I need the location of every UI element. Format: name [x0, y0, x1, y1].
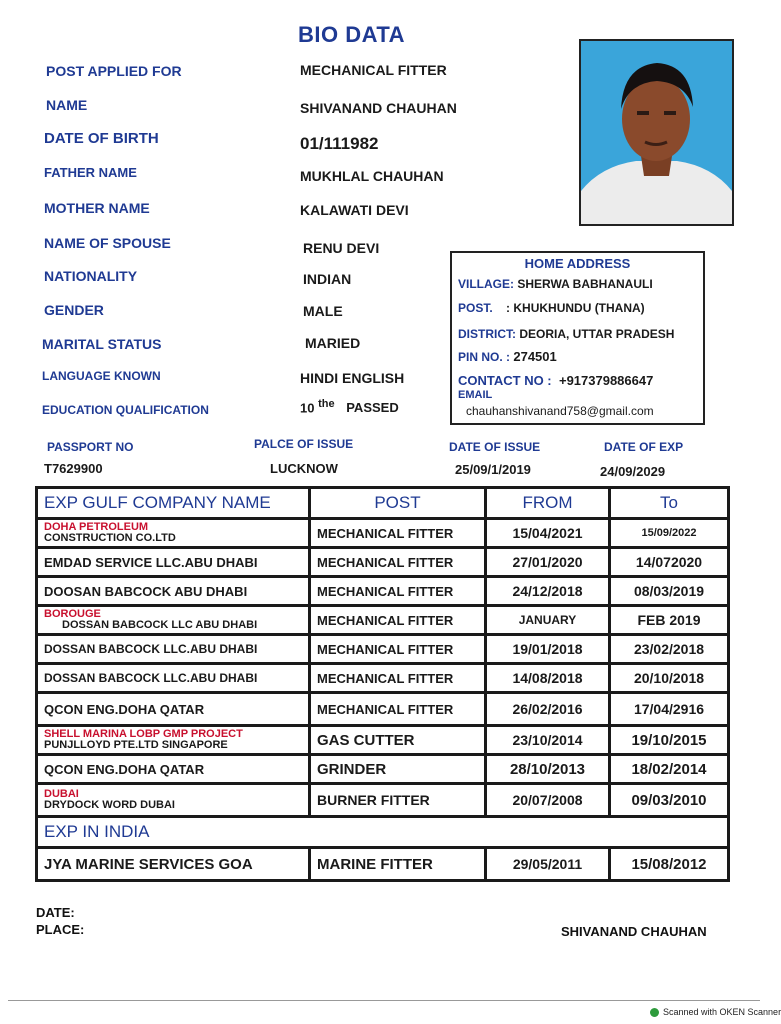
to-cell: 15/08/2012 — [610, 848, 729, 881]
field-label-father: FATHER NAME — [44, 165, 137, 180]
scanner-logo-icon — [650, 1008, 659, 1017]
company-cell: DOHA PETROLEUM CONSTRUCTION CO.LTD — [37, 519, 310, 548]
address-heading: HOME ADDRESS — [524, 256, 631, 271]
page-title: BIO DATA — [298, 22, 406, 47]
from-cell: 20/07/2008 — [486, 784, 610, 817]
post-cell: MECHANICAL FITTER — [310, 606, 486, 635]
table-row — [37, 577, 729, 606]
field-label-marital: MARITAL STATUS — [42, 336, 162, 352]
table-row — [37, 755, 729, 784]
company-cell: DUBAI DRYDOCK WORD DUBAI — [37, 784, 310, 817]
field-value-marital: MARIED — [305, 335, 361, 351]
field-value-education: 10 $^{the}$ PASSED — [300, 398, 399, 416]
passport-no-label: PASSPORT NO — [47, 440, 134, 454]
table-row — [37, 664, 729, 693]
from-cell: JANUARY — [486, 606, 610, 635]
email-label: EMAIL — [458, 389, 493, 401]
field-value-nationality: INDIAN — [303, 271, 352, 287]
contact-value: +917379886647 — [558, 373, 654, 388]
home-address-box — [450, 251, 705, 425]
field-label-education: EDUCATION QUALIFICATION — [42, 403, 209, 417]
date-of-issue-value: 25/09/1/2019 — [455, 462, 531, 477]
india-experience-header — [37, 817, 729, 848]
place-of-issue-value: LUCKNOW — [270, 461, 338, 476]
district-label: DISTRICT: — [458, 327, 516, 341]
field-value-dob: 01/111982 — [300, 134, 379, 153]
field-label-post: POST APPLIED FOR — [46, 63, 182, 79]
field-value-gender: MALE — [303, 303, 343, 319]
field-label-name: NAME — [46, 97, 88, 113]
company-cell: DOSSAN BABCOCK LLC.ABU DHABI — [37, 635, 310, 664]
table-row — [37, 519, 729, 548]
pin-value: 274501 — [513, 349, 557, 364]
field-value-mother: KALAWATI DEVI — [300, 202, 409, 218]
profile-photo — [579, 39, 734, 226]
district-value: DEORIA, UTTAR PRADESH — [519, 327, 675, 341]
table-row — [37, 784, 729, 817]
company-cell: SHELL MARINA LOBP GMP PROJECT PUNJLLOYD PTE.LTD SINGAPORE — [37, 726, 310, 755]
to-cell: 09/03/2010 — [610, 784, 729, 817]
to-cell: 08/03/2019 — [610, 577, 729, 606]
table-row — [37, 726, 729, 755]
table-row — [37, 548, 729, 577]
table-row — [37, 606, 729, 635]
pin-label: PIN NO. : — [458, 350, 511, 364]
to-cell: 20/10/2018 — [610, 664, 729, 693]
field-value-father: MUKHLAL CHAUHAN — [300, 168, 444, 184]
field-label-mother: MOTHER NAME — [44, 200, 150, 216]
table-row — [37, 848, 729, 881]
signature-name: SHIVANAND CHAUHAN — [561, 924, 707, 939]
field-value-post: MECHANICAL FITTER — [300, 62, 447, 78]
from-cell: 28/10/2013 — [486, 755, 610, 784]
post-cell: GRINDER — [310, 755, 486, 784]
table-header-row — [37, 488, 729, 519]
header-post: POST — [310, 488, 486, 519]
date-of-issue-label: DATE OF ISSUE — [449, 440, 541, 454]
place-label: PLACE: — [36, 922, 85, 937]
post-cell: MECHANICAL FITTER — [310, 635, 486, 664]
company-cell: EMDAD SERVICE LLC.ABU DHABI — [37, 548, 310, 577]
post-cell: MECHANICAL FITTER — [310, 519, 486, 548]
to-cell: FEB 2019 — [610, 606, 729, 635]
from-cell: 27/01/2020 — [486, 548, 610, 577]
from-cell: 14/08/2018 — [486, 664, 610, 693]
post-cell: MARINE FITTER — [310, 848, 486, 881]
contact-label: CONTACT NO : — [458, 373, 552, 388]
email-value: chauhanshivanand758@gmail.com — [466, 404, 654, 418]
post-cell: BURNER FITTER — [310, 784, 486, 817]
to-cell: 17/04/2916 — [610, 693, 729, 726]
scanner-watermark: Scanned with OKEN Scanner — [650, 1007, 781, 1017]
field-label-language: LANGUAGE KNOWN — [42, 369, 161, 383]
company-cell: DOSSAN BABCOCK LLC.ABU DHABI — [37, 664, 310, 693]
person-portrait-icon — [581, 41, 732, 224]
field-label-nationality: NATIONALITY — [44, 268, 138, 284]
company-cell: BOROUGE DOSSAN BABCOCK LLC ABU DHABI — [37, 606, 310, 635]
village-value: SHERWA BABHANAULI — [517, 277, 653, 291]
page-divider — [8, 1000, 760, 1001]
header-to: To — [610, 488, 729, 519]
post-cell: GAS CUTTER — [310, 726, 486, 755]
place-of-issue-label: PALCE OF ISSUE — [254, 437, 354, 451]
date-of-exp-label: DATE OF EXP — [604, 440, 684, 454]
header-company: EXP GULF COMPANY NAME — [37, 488, 310, 519]
from-cell: 29/05/2011 — [486, 848, 610, 881]
field-value-language: HINDI ENGLISH — [300, 370, 405, 386]
village-label: VILLAGE: — [458, 277, 514, 291]
india-header-cell: EXP IN INDIA — [37, 817, 729, 848]
to-cell: 19/10/2015 — [610, 726, 729, 755]
company-cell: QCON ENG.DOHA QATAR — [37, 755, 310, 784]
post-label: POST. — [458, 301, 493, 315]
company-cell: DOOSAN BABCOCK ABU DHABI — [37, 577, 310, 606]
field-label-dob: DATE OF BIRTH — [44, 130, 159, 147]
post-cell: MECHANICAL FITTER — [310, 548, 486, 577]
field-label-spouse: NAME OF SPOUSE — [44, 235, 171, 251]
to-cell: 23/02/2018 — [610, 635, 729, 664]
from-cell: 26/02/2016 — [486, 693, 610, 726]
from-cell: 23/10/2014 — [486, 726, 610, 755]
from-cell: 19/01/2018 — [486, 635, 610, 664]
to-cell: 14/072020 — [610, 548, 729, 577]
passport-no-value: T7629900 — [44, 461, 103, 476]
post-cell: MECHANICAL FITTER — [310, 664, 486, 693]
to-cell: 15/09/2022 — [610, 519, 729, 548]
field-label-gender: GENDER — [44, 302, 104, 318]
to-cell: 18/02/2014 — [610, 755, 729, 784]
from-cell: 15/04/2021 — [486, 519, 610, 548]
date-of-exp-value: 24/09/2029 — [600, 464, 666, 479]
company-cell: JYA MARINE SERVICES GOA — [37, 848, 310, 881]
table-row — [37, 693, 729, 726]
post-value: : KHUKHUNDU (THANA) — [506, 301, 645, 315]
table-row — [37, 635, 729, 664]
from-cell: 24/12/2018 — [486, 577, 610, 606]
company-cell: QCON ENG.DOHA QATAR — [37, 693, 310, 726]
post-cell: MECHANICAL FITTER — [310, 577, 486, 606]
experience-table — [35, 486, 730, 882]
field-value-name: SHIVANAND CHAUHAN — [300, 100, 457, 116]
post-cell: MECHANICAL FITTER — [310, 693, 486, 726]
field-value-spouse: RENU DEVI — [303, 240, 380, 256]
date-label: DATE: — [36, 905, 75, 920]
header-from: FROM — [486, 488, 610, 519]
